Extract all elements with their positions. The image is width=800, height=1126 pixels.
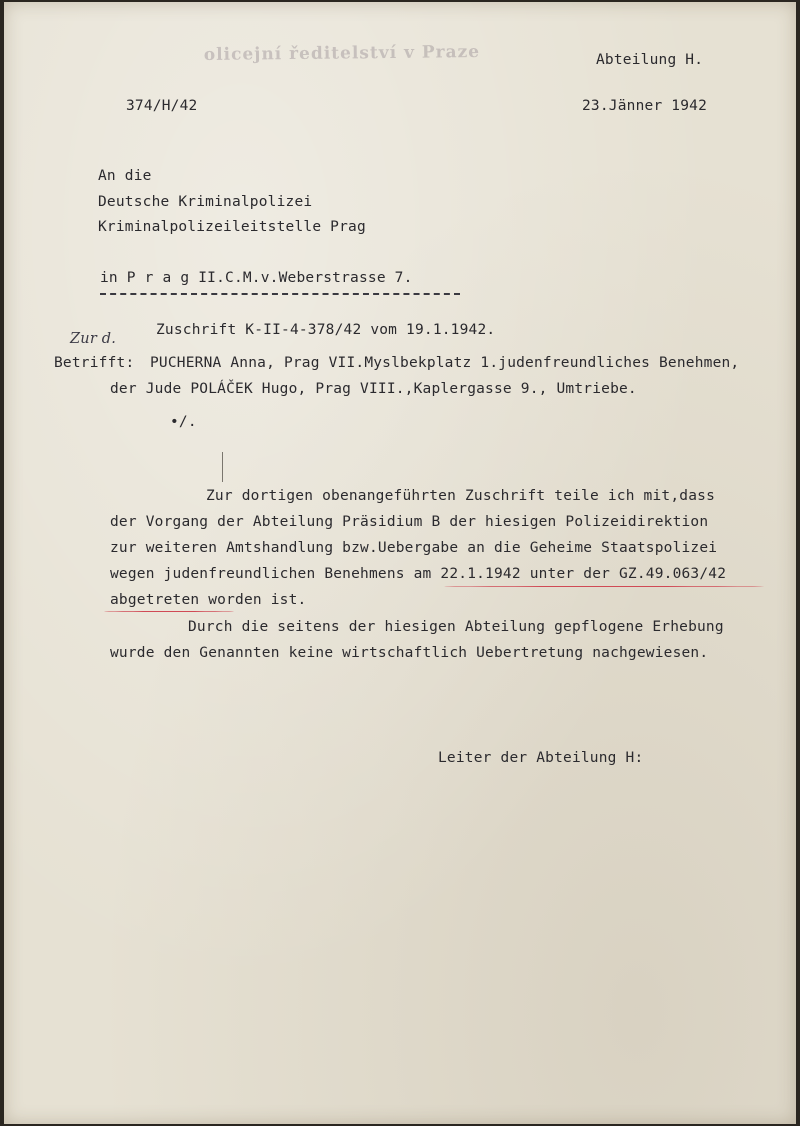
body-p1-line-5: abgetreten worden ist. [110, 592, 307, 608]
body-p2-line-2: wurde den Genannten keine wirtschaftlich Uebertretung nachgewiesen. [110, 645, 709, 661]
body-p1-line-4: wegen judenfreundlichen Benehmens am 22.1.1942 unter der GZ.49.063/42 [110, 566, 727, 582]
body-p1-line-3: zur weiteren Amtshandlung bzw.Uebergabe an die Geheime Staatspolizei [110, 540, 718, 556]
stamp-text: olicejní ředitelství v Praze [203, 42, 481, 65]
address-line-2: Deutsche Kriminalpolizei [98, 194, 313, 210]
zur-label: Zur d. [70, 331, 117, 347]
betrifft-line-1: PUCHERNA Anna, Prag VII.Myslbekplatz 1.judenfreundliches Benehmen, [150, 355, 740, 371]
address-line-4: in P r a g II.C.M.v.Weberstrasse 7. [100, 270, 413, 286]
department-label: Abteilung H. [596, 52, 704, 68]
red-underline-abgetreten [104, 611, 234, 612]
address-underline [100, 293, 460, 295]
body-p2-line-1: Durch die seitens der hiesigen Abteilung gepflogene Erhebung [188, 619, 724, 635]
pencil-mark [222, 452, 223, 482]
faded-stamp [84, 40, 505, 104]
reference-number: 374/H/42 [126, 98, 198, 114]
document-page [4, 2, 796, 1124]
signature-line: Leiter der Abteilung H: [438, 750, 644, 766]
enclosure-mark: •/. [170, 414, 197, 430]
body-p1-line-1: Zur dortigen obenangeführten Zuschrift teile ich mit,dass [206, 488, 715, 504]
red-underline-date [444, 586, 764, 587]
betrifft-line-2: der Jude POLÁČEK Hugo, Prag VIII.,Kaplergasse 9., Umtriebe. [110, 381, 637, 397]
address-line-1: An die [98, 168, 152, 184]
document-date: 23.Jänner 1942 [582, 98, 708, 114]
address-line-3: Kriminalpolizeileitstelle Prag [98, 219, 366, 235]
zuschrift-reference: Zuschrift K-II-4-378/42 vom 19.1.1942. [156, 322, 496, 338]
betrifft-label: Betrifft: [54, 355, 135, 371]
body-p1-line-2: der Vorgang der Abteilung Präsidium B der hiesigen Polizeidirektion [110, 514, 709, 530]
